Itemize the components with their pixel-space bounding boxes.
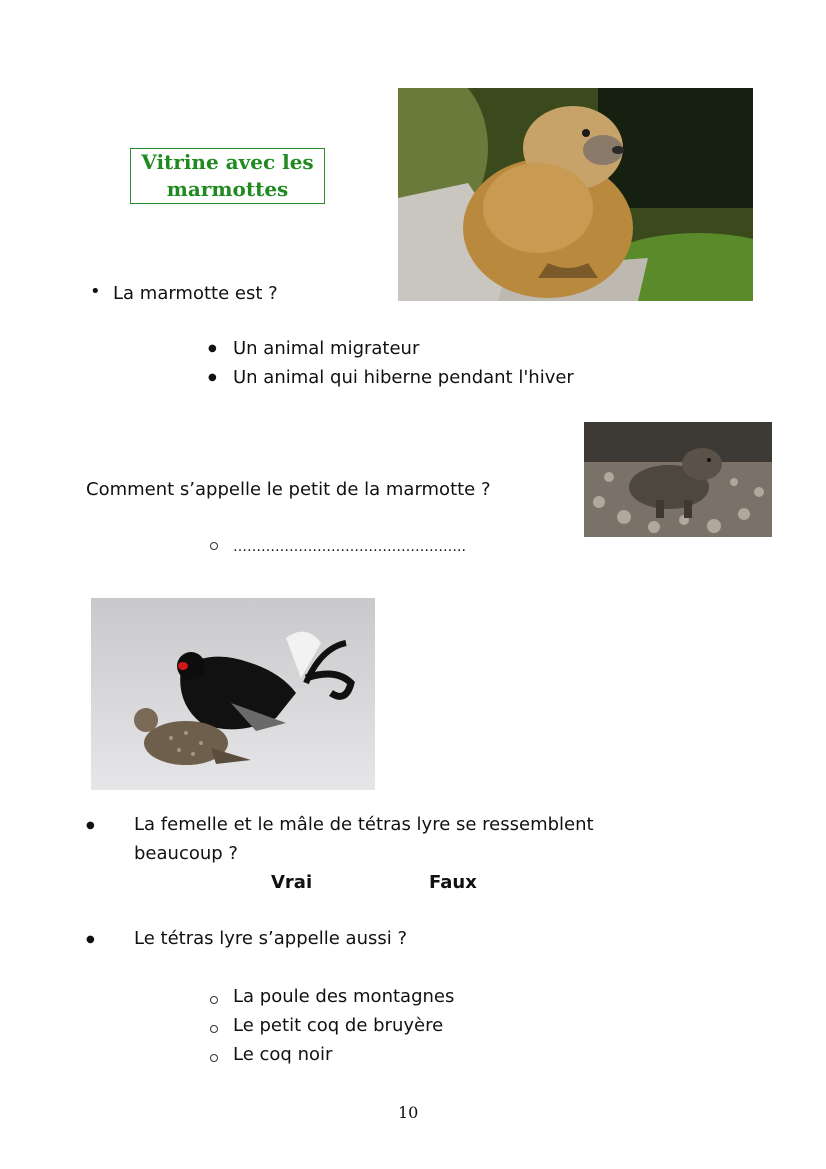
option-hiberne[interactable]: Un animal qui hiberne pendant l'hiver bbox=[233, 367, 574, 388]
option-bullet: ● bbox=[208, 343, 217, 354]
option-ring-bullet bbox=[210, 1054, 218, 1062]
question-bullet: • bbox=[90, 281, 101, 302]
question-ressemblance: La femelle et le mâle de tétras lyre se ressemblent bbox=[134, 814, 594, 835]
option-ring-bullet bbox=[210, 1025, 218, 1033]
option-coq-noir[interactable]: Le coq noir bbox=[233, 1044, 333, 1065]
option-ring-bullet bbox=[210, 996, 218, 1004]
black-grouse-photo bbox=[91, 598, 375, 790]
marmot-photo bbox=[398, 88, 753, 301]
question-petit-marmotte: Comment s’appelle le petit de la marmotte ? bbox=[86, 479, 491, 500]
answer-blank[interactable]: ………………………………………….. bbox=[233, 539, 466, 555]
option-migrateur[interactable]: Un animal migrateur bbox=[233, 338, 420, 359]
question-bullet: ● bbox=[86, 934, 95, 945]
question-marmotte-est: La marmotte est ? bbox=[113, 283, 278, 304]
option-poule-montagnes[interactable]: La poule des montagnes bbox=[233, 986, 455, 1007]
page-number: 10 bbox=[398, 1103, 419, 1122]
baby-marmot-photo bbox=[584, 422, 772, 537]
question-bullet: ● bbox=[86, 820, 95, 831]
answer-ring-bullet bbox=[210, 542, 218, 550]
answer-faux[interactable]: Faux bbox=[429, 872, 477, 893]
page-title-text: Vitrine avec les marmottes bbox=[141, 150, 314, 201]
option-bullet: ● bbox=[208, 372, 217, 383]
page-title bbox=[130, 148, 325, 204]
option-petit-coq[interactable]: Le petit coq de bruyère bbox=[233, 1015, 444, 1036]
question-tetras-aussi: Le tétras lyre s’appelle aussi ? bbox=[134, 928, 408, 949]
answer-vrai[interactable]: Vrai bbox=[271, 872, 313, 893]
question-ressemblance-cont: beaucoup ? bbox=[134, 843, 238, 864]
